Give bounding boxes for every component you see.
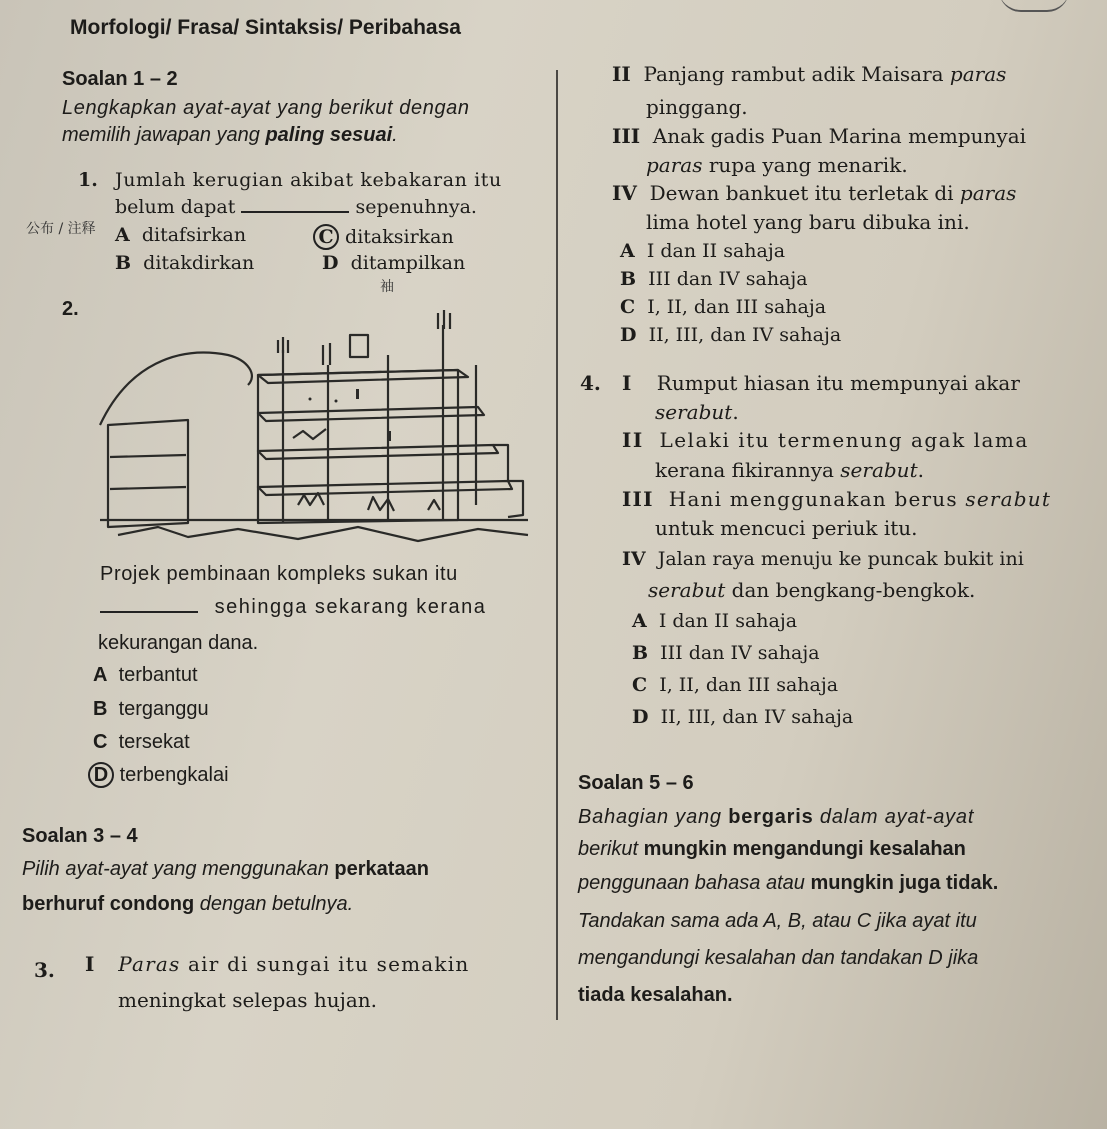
q3-sentence-i-line1: I Paras air di sungai itu semakin <box>85 952 470 976</box>
q4-option-b[interactable]: B III dan IV sahaja <box>632 642 820 664</box>
q4-number: 4. <box>580 371 601 395</box>
q1-option-d[interactable]: D ditampilkan <box>322 252 466 274</box>
soalan-5-6-instruction-line6: tiada kesalahan. <box>578 984 733 1006</box>
q4-sentence-iii-line1: III Hani menggunakan berus serabut <box>622 487 1052 511</box>
q1-line2: belum dapat sepenuhnya. <box>115 196 477 218</box>
q3-option-c[interactable]: C I, II, dan III sahaja <box>620 296 827 318</box>
q3-number: 3. <box>34 958 55 982</box>
column-divider <box>556 70 558 1020</box>
q4-option-a[interactable]: A I dan II sahaja <box>632 610 798 632</box>
q3-sentence-ii-line2: pinggang. <box>646 95 748 119</box>
q2-option-c[interactable]: C tersekat <box>93 731 190 753</box>
q4-sentence-iii-line2: untuk mencuci periuk itu. <box>655 516 918 540</box>
q1-line1: Jumlah kerugian akibat kebakaran itu <box>115 169 502 191</box>
q2-line2: sehingga sekarang kerana <box>100 596 486 619</box>
soalan-5-6-instruction-line3: penggunaan bahasa atau mungkin juga tidak. <box>578 872 999 894</box>
q2-line1: Projek pembinaan kompleks sukan itu <box>100 563 458 585</box>
q2-line3: kekurangan dana. <box>98 632 259 654</box>
q2-option-b[interactable]: B terganggu <box>93 698 209 720</box>
q2-number: 2. <box>62 298 79 320</box>
q3-option-a[interactable]: A I dan II sahaja <box>620 240 786 262</box>
q3-option-d[interactable]: D II, III, dan IV sahaja <box>620 324 842 346</box>
q3-sentence-ii-line1: II Panjang rambut adik Maisara paras <box>612 62 1007 86</box>
handwritten-note: 公布 / 注释 <box>26 221 96 237</box>
answer-circle-mark: C <box>313 224 339 250</box>
soalan-5-6-instruction-line2: berikut mungkin mengandungi kesalahan <box>578 838 966 860</box>
soalan-3-4-title: Soalan 3 – 4 <box>22 825 138 847</box>
q2-option-a[interactable]: A terbantut <box>93 664 198 686</box>
q2-option-d[interactable]: D terbengkalai <box>88 762 229 788</box>
q3-sentence-iv-line2: lima hotel yang baru dibuka ini. <box>646 210 970 234</box>
q4-sentence-ii-line2: kerana fikirannya serabut. <box>655 458 924 482</box>
answer-circle-mark: D <box>88 762 114 788</box>
q4-sentence-iv-line2: serabut dan bengkang-bengkok. <box>648 578 976 602</box>
q4-sentence-iv-line1: IV Jalan raya menuju ke puncak bukit ini <box>622 548 1024 570</box>
q3-sentence-iv-line1: IV Dewan bankuet itu terletak di paras <box>612 181 1017 205</box>
q3-sentence-iii-line2: paras rupa yang menarik. <box>646 153 908 177</box>
q1-option-b[interactable]: B ditakdirkan <box>115 252 255 274</box>
page-number-mark <box>999 0 1069 12</box>
q4-sentence-i-line2: serabut. <box>655 400 739 424</box>
soalan-1-2-instruction-line2: memilih jawapan yang paling sesuai. <box>62 124 398 146</box>
soalan-3-4-instruction-line2: berhuruf condong dengan betulnya. <box>22 893 354 915</box>
q3-sentence-i-line2: meningkat selepas hujan. <box>118 988 378 1012</box>
soalan-5-6-instruction-line4: Tandakan sama ada A, B, atau C jika ayat itu <box>578 910 977 932</box>
q1-option-a[interactable]: A ditafsirkan <box>115 224 247 246</box>
q1-number: 1. <box>78 169 98 191</box>
soalan-5-6-instruction-line5: mengandungi kesalahan dan tandakan D jika <box>578 947 979 969</box>
q1-option-c[interactable]: C ditaksirkan <box>313 224 454 250</box>
abandoned-building-illustration <box>98 305 538 550</box>
soalan-3-4-instruction-line1: Pilih ayat-ayat yang menggunakan perkataan <box>22 858 429 880</box>
soalan-5-6-title: Soalan 5 – 6 <box>578 772 694 794</box>
q4-option-c[interactable]: C I, II, dan III sahaja <box>632 674 839 696</box>
page-title: Morfologi/ Frasa/ Sintaksis/ Peribahasa <box>70 16 461 39</box>
soalan-5-6-instruction-line1: Bahagian yang bergaris dalam ayat-ayat <box>578 806 975 828</box>
soalan-1-2-title: Soalan 1 – 2 <box>62 68 178 90</box>
handwritten-note-2: 袖 <box>380 279 394 295</box>
q4-sentence-i-line1: I Rumput hiasan itu mempunyai akar <box>622 371 1020 395</box>
q4-option-d[interactable]: D II, III, dan IV sahaja <box>632 706 854 728</box>
soalan-1-2-instruction-line1: Lengkapkan ayat-ayat yang berikut dengan <box>62 97 470 119</box>
q3-option-b[interactable]: B III dan IV sahaja <box>620 268 808 290</box>
q4-sentence-ii-line1: II Lelaki itu termenung agak lama <box>622 428 1029 452</box>
q3-sentence-iii-line1: III Anak gadis Puan Marina mempunyai <box>612 124 1027 148</box>
